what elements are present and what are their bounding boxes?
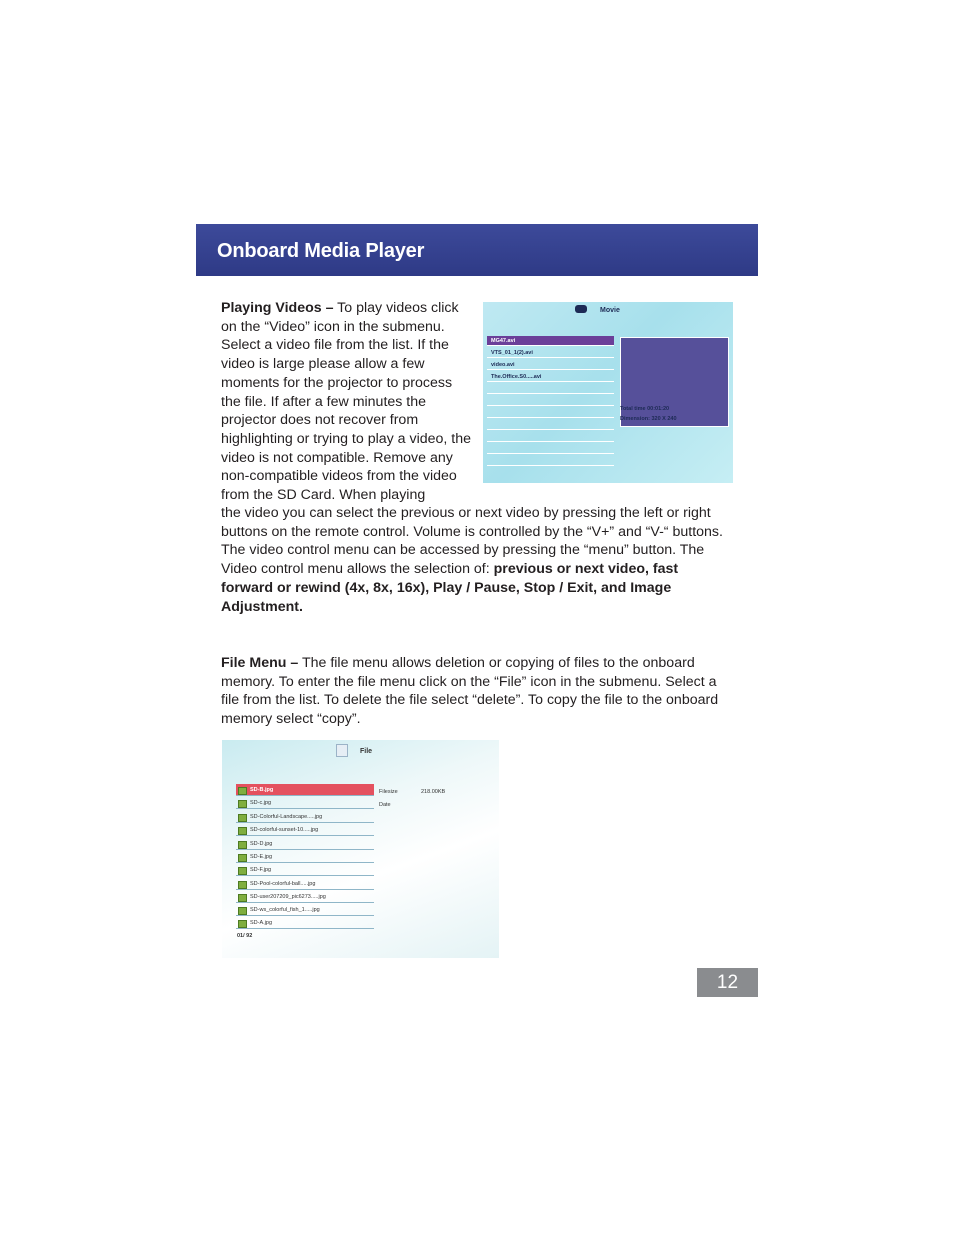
date-label: Date [379,802,391,808]
image-file-icon [238,867,247,875]
file-row: SD-Colorful-Landscape.....jpg [236,811,374,823]
image-file-icon [238,827,247,835]
image-file-icon [238,920,247,928]
image-file-icon [238,800,247,808]
filesize-value: 218.00KB [421,789,446,795]
file-menu-body: The file menu allows deletion or copying of files to the onboard memory. To enter the file menu click on the “File” icon in the submenu. Select a file from the list. To delete the file select “delete”. To copy the file to the onboard memory select “copy”. [221,655,719,728]
image-file-icon [238,881,247,889]
playing-videos-paragraph-bottom [221,504,733,616]
section-header [196,224,758,276]
file-row: SD-E.jpg [236,851,374,863]
movie-file-row [487,396,614,406]
movie-file-row [487,432,614,442]
playing-videos-paragraph-top [221,299,471,505]
movie-menu-screenshot [483,302,733,483]
image-file-icon [238,787,247,795]
movie-file-row [487,408,614,418]
movie-icon [575,305,587,313]
dimension: Dimension: 320 X 240 [620,416,677,422]
file-count: 01/ 92 [237,933,253,939]
playing-videos-options: previous or next video, fast forward or rewind (4x, 8x, 16x), Play / Pause, Stop / Exit, and Image Adjustment. [221,561,679,615]
playing-videos-body-bottom: the video you can select the previous or next video by pressing the left or right buttons on the remote control. Volume is controlled by the “V+” and “V-“ buttons. The video control menu can be accessed by pressing the “menu” button. The Video control menu allows the selection of: [221,505,723,578]
movie-file-row [487,444,614,454]
movie-file-row: video.avi [487,360,614,370]
movie-file-row [487,420,614,430]
image-file-icon [238,854,247,862]
section-title: Onboard Media Player [217,240,425,262]
movie-file-row: MG47.avi [487,336,614,346]
file-row: SD-D.jpg [236,838,374,850]
file-screen-title: File [360,748,373,755]
file-row: SD-A.jpg [236,917,374,929]
file-row: SD-F.jpg [236,864,374,876]
image-file-icon [238,841,247,849]
movie-file-row [487,456,614,466]
file-icon [336,744,348,757]
movie-screen-title: Movie [600,307,620,314]
file-row: SD-B.jpg [236,784,374,796]
file-menu-screenshot [222,740,499,958]
file-row: SD-ws_colorful_fish_1.....jpg [236,904,374,916]
total-time: Total time 00:01:20 [620,406,670,412]
image-file-icon [238,814,247,822]
file-menu-paragraph [221,654,733,729]
movie-file-row [487,384,614,394]
file-row: SD-user207209_pic6273.....jpg [236,891,374,903]
playing-videos-body-top: To play videos click on the “Video” icon in the submenu. Select a video file from the list. If the video is large please allow a few moments for the projector to process the file. If after a few minutes the projector does not recover from highlighting or trying to play a video, the video is not compatible. Remove any non-compatible videos from the video from the SD Card. When playing [221,300,472,504]
file-row: SD-colorful-sunset-10.....jpg [236,824,374,836]
file-menu-heading: File Menu – [221,655,299,671]
image-file-icon [238,907,247,915]
movie-file-row: The.Office.S0.....avi [487,372,614,382]
image-file-icon [238,894,247,902]
file-row: SD-c.jpg [236,797,374,809]
filesize-label: Filesize [379,789,398,795]
playing-videos-heading: Playing Videos – [221,300,334,316]
file-row: SD-Pool-colorful-ball.....jpg [236,878,374,890]
page-number: 12 [697,968,758,997]
video-preview [620,337,729,427]
movie-file-row: VTS_01_1(2).avi [487,348,614,358]
